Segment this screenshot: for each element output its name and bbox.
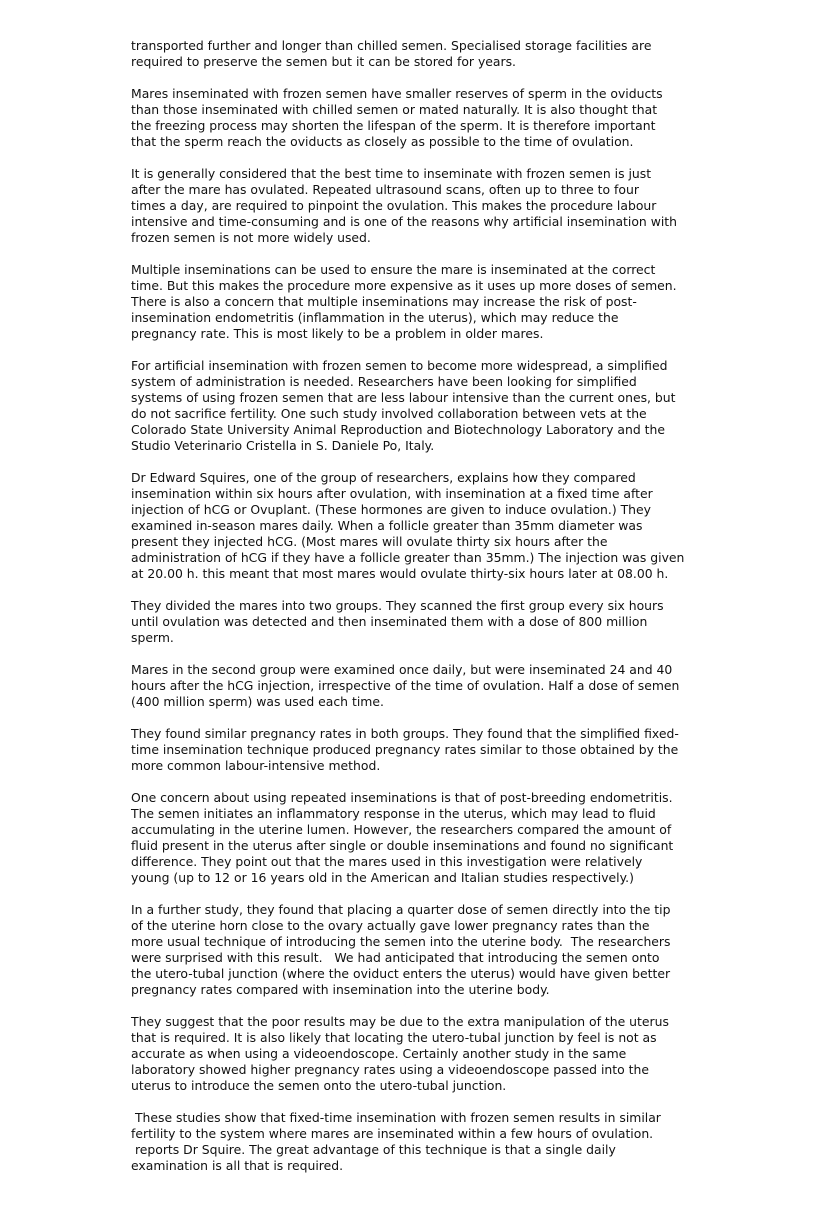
text-line: difference. They point out that the mares used in this investigation were relatively	[131, 854, 643, 869]
text-line: systems of using frozen semen that are less labour intensive than the current ones, but	[131, 390, 676, 405]
text-line: than those inseminated with chilled semen or mated naturally. It is also thought that	[131, 102, 658, 117]
text-line: uterus to introduce the semen onto the utero-tubal junction.	[131, 1078, 507, 1093]
text-line: young (up to 12 or 16 years old in the American and Italian studies respectively.)	[131, 870, 634, 885]
text-line: sperm.	[131, 630, 174, 645]
document-body	[131, 38, 691, 1190]
text-line: pregnancy rates compared with insemination into the uterine body.	[131, 982, 550, 997]
paragraph	[131, 1110, 691, 1174]
text-line: In a further study, they found that placing a quarter dose of semen directly into the tip	[131, 902, 671, 917]
paragraph	[131, 790, 691, 886]
text-line: do not sacrifice fertility. One such study involved collaboration between vets at the	[131, 406, 647, 421]
text-line: more common labour-intensive method.	[131, 758, 381, 773]
text-line: more usual technique of introducing the semen into the uterine body. The researchers	[131, 934, 671, 949]
text-line: injection of hCG or Ovuplant. (These hormones are given to induce ovulation.) They	[131, 502, 651, 517]
text-line: For artificial insemination with frozen semen to become more widespread, a simplified	[131, 358, 668, 373]
text-line: fertility to the system where mares are inseminated within a few hours of ovulation.	[131, 1126, 654, 1141]
text-line: accurate as when using a videoendoscope. Certainly another study in the same	[131, 1046, 627, 1061]
text-line: time. But this makes the procedure more expensive as it uses up more doses of semen.	[131, 278, 677, 293]
text-line: These studies show that fixed-time insemination with frozen semen results in similar	[131, 1110, 661, 1125]
text-line: intensive and time-consuming and is one of the reasons why artificial insemination with	[131, 214, 677, 229]
text-line: of the uterine horn close to the ovary actually gave lower pregnancy rates than the	[131, 918, 650, 933]
paragraph	[131, 662, 691, 710]
text-line: time insemination technique produced pregnancy rates similar to those obtained by the	[131, 742, 679, 757]
text-line: after the mare has ovulated. Repeated ultrasound scans, often up to three to four	[131, 182, 639, 197]
paragraph	[131, 358, 691, 454]
text-line: at 20.00 h. this meant that most mares would ovulate thirty-six hours later at 08.00 h.	[131, 566, 669, 581]
text-line: frozen semen is not more widely used.	[131, 230, 371, 245]
text-line: required to preserve the semen but it can be stored for years.	[131, 54, 516, 69]
text-line: hours after the hCG injection, irrespective of the time of ovulation. Half a dose of semen	[131, 678, 680, 693]
paragraph	[131, 166, 691, 246]
text-line: accumulating in the uterine lumen. However, the researchers compared the amount of	[131, 822, 672, 837]
text-line: times a day, are required to pinpoint the ovulation. This makes the procedure labour	[131, 198, 657, 213]
text-line: It is generally considered that the best time to inseminate with frozen semen is just	[131, 166, 652, 181]
paragraph	[131, 598, 691, 646]
text-line: They found similar pregnancy rates in both groups. They found that the simplified fixed-	[131, 726, 679, 741]
text-line: (400 million sperm) was used each time.	[131, 694, 384, 709]
text-line: that is required. It is also likely that locating the utero-tubal junction by feel is not as	[131, 1030, 657, 1045]
text-line: insemination within six hours after ovulation, with insemination at a fixed time after	[131, 486, 653, 501]
text-line: Colorado State University Animal Reproduction and Biotechnology Laboratory and the	[131, 422, 666, 437]
paragraph	[131, 470, 691, 582]
text-line: Dr Edward Squires, one of the group of researchers, explains how they compared	[131, 470, 636, 485]
text-line: The semen initiates an inflammatory response in the uterus, which may lead to fluid	[131, 806, 656, 821]
text-line: Multiple inseminations can be used to ensure the mare is inseminated at the correct	[131, 262, 656, 277]
text-line: fluid present in the uterus after single or double inseminations and found no significant	[131, 838, 674, 853]
paragraph	[131, 38, 691, 70]
text-line: examination is all that is required.	[131, 1158, 344, 1173]
text-line: They suggest that the poor results may be due to the extra manipulation of the uterus	[131, 1014, 669, 1029]
text-line: One concern about using repeated inseminations is that of post-breeding endometritis.	[131, 790, 673, 805]
paragraph	[131, 86, 691, 150]
text-line: Studio Veterinario Cristella in S. Daniele Po, Italy.	[131, 438, 435, 453]
text-line: system of administration is needed. Researchers have been looking for simplified	[131, 374, 637, 389]
text-line: There is also a concern that multiple inseminations may increase the risk of post-	[131, 294, 637, 309]
text-line: pregnancy rate. This is most likely to be a problem in older mares.	[131, 326, 544, 341]
text-line: were surprised with this result. We had anticipated that introducing the semen onto	[131, 950, 660, 965]
text-line: They divided the mares into two groups. They scanned the first group every six hours	[131, 598, 664, 613]
text-line: examined in-season mares daily. When a follicle greater than 35mm diameter was	[131, 518, 643, 533]
text-line: Mares in the second group were examined once daily, but were inseminated 24 and 40	[131, 662, 673, 677]
text-line: the freezing process may shorten the lifespan of the sperm. It is therefore important	[131, 118, 656, 133]
paragraph	[131, 1014, 691, 1094]
text-line: until ovulation was detected and then inseminated them with a dose of 800 million	[131, 614, 648, 629]
text-line: Mares inseminated with frozen semen have smaller reserves of sperm in the oviducts	[131, 86, 663, 101]
paragraph	[131, 262, 691, 342]
text-line: present they injected hCG. (Most mares will ovulate thirty six hours after the	[131, 534, 608, 549]
paragraph	[131, 726, 691, 774]
text-line: the utero-tubal junction (where the oviduct enters the uterus) would have given better	[131, 966, 671, 981]
text-line: that the sperm reach the oviducts as closely as possible to the time of ovulation.	[131, 134, 634, 149]
text-line: administration of hCG if they have a follicle greater than 35mm.) The injection was given	[131, 550, 685, 565]
paragraph	[131, 902, 691, 998]
text-line: reports Dr Squire. The great advantage of this technique is that a single daily	[131, 1142, 616, 1157]
text-line: laboratory showed higher pregnancy rates using a videoendoscope passed into the	[131, 1062, 649, 1077]
text-line: insemination endometritis (inflammation in the uterus), which may reduce the	[131, 310, 619, 325]
text-line: transported further and longer than chilled semen. Specialised storage facilities are	[131, 38, 652, 53]
